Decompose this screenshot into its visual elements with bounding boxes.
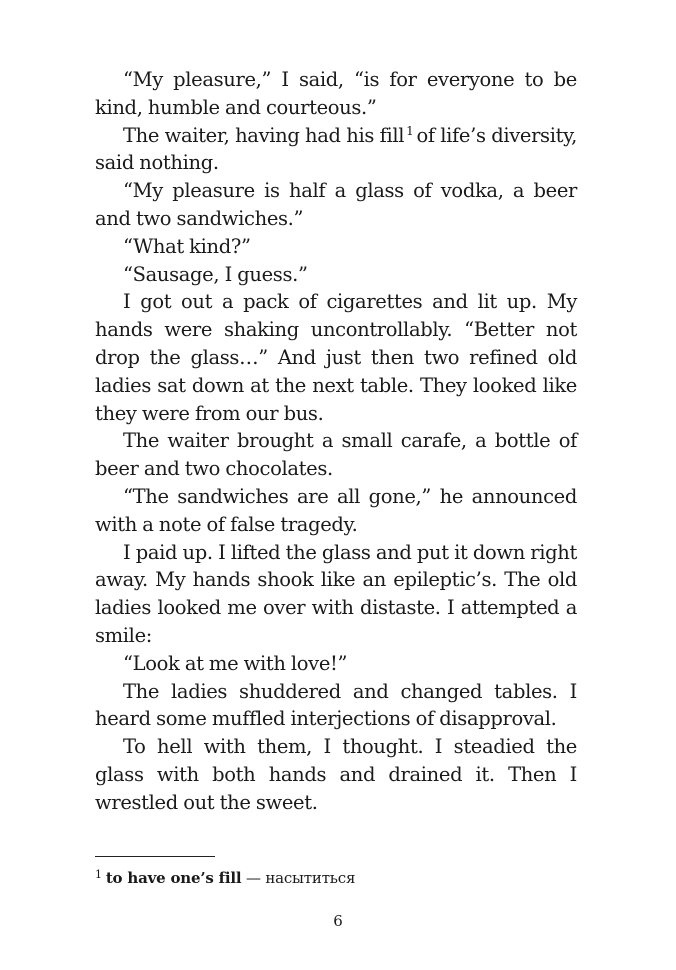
footnote-number: 1 <box>95 868 102 881</box>
paragraph-text: The waiter, having had his fill <box>123 123 405 147</box>
page-number: 6 <box>333 912 343 930</box>
footnote-dash: — <box>241 869 266 887</box>
paragraph: The waiter brought a small carafe, a bottle of beer and two chocolates. <box>95 429 577 481</box>
paragraph: “The sandwiches are all gone,” he announced with a note of false tragedy. <box>95 484 577 536</box>
paragraph: I got out a pack of cigarettes and lit up. My hands were shaking uncontrollably. “Better not drop the glass…” And just then two refined old ladies sat down at the next table. They looked like they were from our bus. <box>95 290 577 425</box>
paragraph: “Sausage, I guess.” <box>123 262 308 286</box>
paragraph-waiter <box>95 122 577 178</box>
paragraph: To hell with them, I thought. I steadied the glass with both hands and drained it. Then I wrestled out the sweet. <box>95 735 577 814</box>
page-body <box>95 66 577 817</box>
paragraph-text: of life’s diversity, said nothing. <box>95 123 578 175</box>
paragraph: “What kind?” <box>123 234 251 258</box>
paragraph: I paid up. I lifted the glass and put it down right away. My hands shook like an epileptic’s. The old ladies looked me over with distaste. I attempted a smile: <box>95 540 577 647</box>
paragraph: “My pleasure is half a glass of vodka, a beer and two sandwiches.” <box>95 179 577 230</box>
footnote-divider <box>95 856 215 857</box>
footnote <box>95 868 355 887</box>
paragraph: “My pleasure,” I said, “is for everyone to be kind, humble and courteous.” <box>95 68 577 119</box>
footnote-term: to have one’s fill <box>105 869 242 887</box>
paragraph: “Look at me with love!” <box>123 651 348 675</box>
footnote-translation: насытиться <box>265 869 356 887</box>
footnote-reference: 1 <box>406 123 414 138</box>
paragraph: The ladies shuddered and changed tables. I heard some muffled interjections of disapproval. <box>95 679 577 731</box>
